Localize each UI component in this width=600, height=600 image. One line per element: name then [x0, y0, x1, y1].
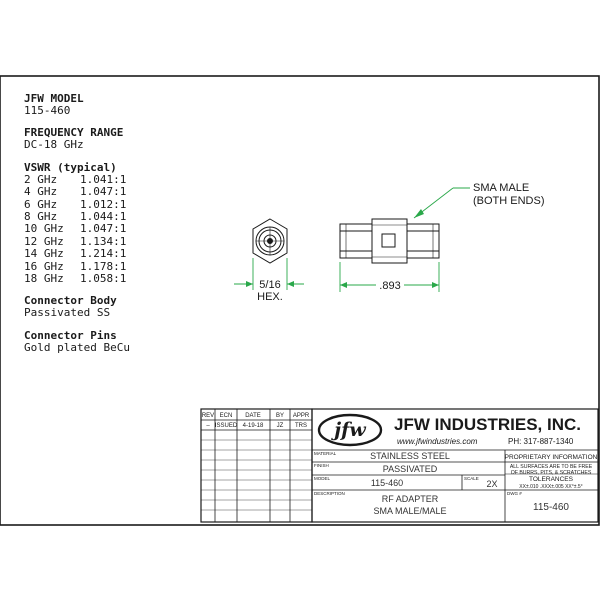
vswr-freq: 12 GHz — [24, 234, 64, 248]
vswr-value: 1.047:1 — [80, 185, 127, 199]
frequency-block — [24, 126, 199, 151]
jfw-logo — [319, 415, 381, 445]
scale-label: SCALE — [464, 476, 479, 481]
callout-line1: SMA MALE — [473, 182, 530, 194]
appr-header: APPR — [292, 413, 310, 419]
vswr-value: 1.214:1 — [80, 247, 127, 261]
model-value: 115-460 — [370, 478, 404, 488]
burrs-line2: OF BURRS, PITS, & SCRATCHES — [510, 470, 592, 476]
website: www.jfwindustries.com — [397, 437, 478, 446]
model-block — [24, 92, 199, 117]
length-dim-value: .893 — [379, 280, 401, 292]
vswr-value: 1.047:1 — [80, 222, 127, 236]
revision-headers — [202, 413, 310, 429]
tolerance-values: XX±.010 .XXX±.005 XX°±.5° — [519, 484, 583, 490]
adapter-side-view — [340, 219, 439, 263]
vswr-freq: 18 GHz — [24, 272, 64, 286]
vswr-freq: 6 GHz — [24, 197, 58, 211]
vswr-heading: VSWR (typical) — [24, 160, 117, 174]
scale-value: 2X — [486, 479, 498, 489]
company-name: JFW INDUSTRIES, INC. — [394, 415, 582, 434]
vswr-value: 1.178:1 — [80, 259, 127, 273]
hex-dim-label: HEX. — [257, 291, 283, 303]
description-line1: RF ADAPTER — [381, 494, 439, 504]
phone: PH: 317-887-1340 — [508, 437, 574, 446]
rev-cell: – — [206, 423, 210, 429]
by-header: BY — [275, 413, 285, 419]
dwg-label: DWG # — [507, 491, 522, 496]
pins-value: Gold plated BeCu — [24, 340, 130, 354]
pins-block — [24, 329, 199, 354]
frequency-heading: FREQUENCY RANGE — [24, 126, 124, 140]
body-heading: Connector Body — [24, 294, 117, 308]
vswr-freq: 16 GHz — [24, 259, 64, 273]
vswr-value: 1.012:1 — [80, 197, 127, 211]
finish-label: FINISH — [314, 463, 329, 468]
vswr-value: 1.058:1 — [80, 272, 127, 286]
body-block — [24, 294, 199, 319]
ecn-cell: ISSUED — [214, 423, 238, 429]
frequency-value: DC-18 GHz — [24, 138, 84, 152]
description-line2: SMA MALE/MALE — [373, 506, 447, 516]
pins-heading: Connector Pins — [24, 328, 117, 342]
spec-list — [24, 92, 199, 363]
callout-line2: (BOTH ENDS) — [473, 195, 545, 207]
vswr-freq: 4 GHz — [24, 185, 58, 199]
vswr-row — [24, 223, 199, 235]
material-label: MATERIAL — [314, 451, 337, 456]
model-number: 115-460 — [24, 104, 71, 117]
description-label: DESCRIPTION — [314, 491, 345, 496]
dwg-number: 115-460 — [533, 502, 569, 513]
logo-text: jfw — [334, 419, 366, 441]
vswr-value: 1.134:1 — [80, 234, 127, 248]
body-value: Passivated SS — [24, 306, 111, 320]
rev-header: REV — [201, 413, 215, 419]
model-heading: JFW MODEL — [24, 92, 84, 105]
finish-value: PASSIVATED — [382, 464, 438, 474]
appr-cell: TRS — [295, 423, 307, 429]
hex-dim-value: 5/16 — [259, 279, 281, 291]
date-cell: 4-19-18 — [242, 423, 264, 429]
vswr-row — [24, 248, 199, 260]
date-header: DATE — [245, 413, 261, 419]
vswr-freq: 2 GHz — [24, 172, 58, 186]
vswr-row — [24, 186, 199, 198]
vswr-value: 1.041:1 — [80, 172, 127, 186]
vswr-value: 1.044:1 — [80, 210, 127, 224]
vswr-block — [24, 161, 199, 286]
model-label: MODEL — [314, 476, 331, 481]
tolerances-title: TOLERANCES — [529, 476, 573, 483]
vswr-freq: 8 GHz — [24, 210, 58, 224]
vswr-row — [24, 273, 199, 285]
by-cell: JZ — [276, 423, 284, 429]
vswr-freq: 14 GHz — [24, 247, 64, 261]
burrs-line1: ALL SURFACES ARE TO BE FREE — [509, 464, 593, 470]
sma-male-callout — [414, 182, 545, 218]
vswr-freq: 10 GHz — [24, 222, 64, 236]
proprietary-info: PROPRIETARY INFORMATION — [504, 454, 598, 461]
ecn-header: ECN — [219, 413, 233, 419]
hex-end-view — [253, 219, 287, 263]
material-value: STAINLESS STEEL — [370, 451, 450, 461]
